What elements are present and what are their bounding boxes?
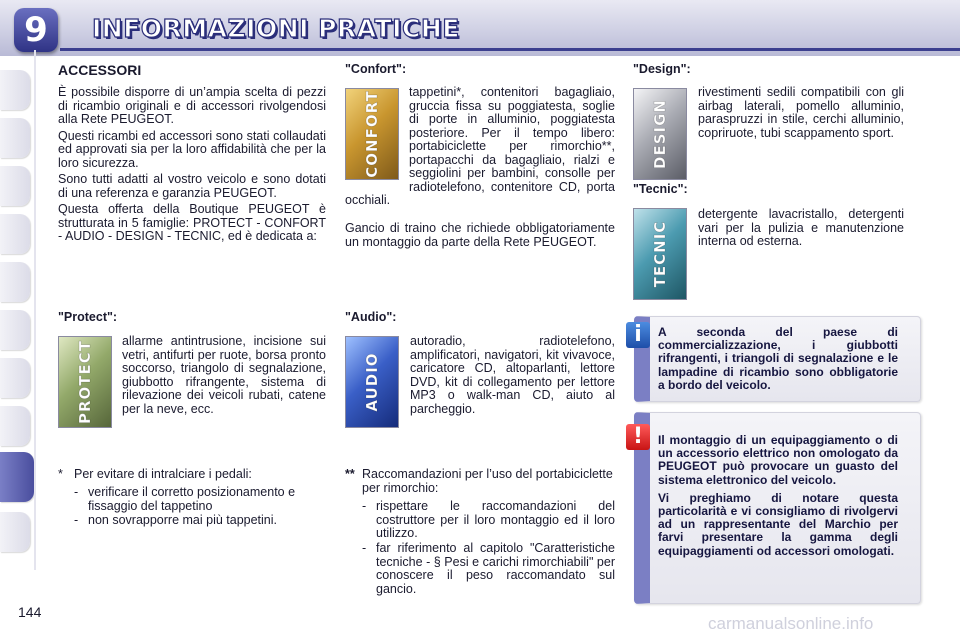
chapter-tab[interactable] [0, 214, 30, 254]
chapter-tab[interactable] [0, 262, 30, 302]
chapter-number-badge: 9 [14, 8, 58, 52]
accessori-paragraph: È possibile disporre di un’ampia scelta di pezzi di ricambio originali e di accessori rivolgendosi alla Rete PEUGEOT. [58, 85, 326, 126]
tecnic-heading: "Tecnic": [633, 182, 688, 196]
footnote-intro: Raccomandazioni per l’uso del portabiciclette per rimorchio: [362, 467, 613, 495]
design-thumbnail [633, 88, 687, 180]
design-thumbnail-label: DESIGN [651, 99, 669, 169]
confort-heading: "Confort": [345, 62, 407, 76]
list-item: far riferimento al capitolo "Caratteristiche tecniche - § Pesi e carichi rimorchiabili" per conoscere il peso raccomandato sul gancio. [376, 541, 615, 596]
list-dash: - [74, 513, 79, 527]
accessori-body [58, 86, 326, 247]
info-note-text: A seconda del paese di commercializzazione, i giubbotti rifrangenti, i triangoli di segnalazione e le lampadine di ricambio sono obbligatorie a bordo del veicolo. [658, 325, 898, 392]
confort-body: tappetini*, contenitori bagagliaio, gruccia fissa su poggiatesta, soglie di porte in alluminio, poggiatesta posteriore. Per il tempo libero: portabiciclette per rimorchio**, portapacchi da bagagliaio, rialzi e seggiolini per bambini, consolle per radiotelefono, contenitore CD, porta occhiali. [345, 85, 615, 207]
design-heading: "Design": [633, 62, 691, 76]
chapter-tab[interactable] [0, 512, 30, 552]
confort-text [345, 86, 615, 208]
list-item: non sovrapporre mai più tappetini. [88, 513, 278, 527]
page-number: 144 [18, 604, 42, 620]
confort-extra: Gancio di traino che richiede obbligatoriamente un montaggio da parte della Rete PEUGEOT. [345, 221, 615, 249]
header-rule [60, 48, 960, 51]
list-dash: - [362, 499, 367, 513]
accessori-paragraph: Questi ricambi ed accessori sono stati collaudati ed approvati sia per la loro affidabilità che per la loro sicurezza. [58, 128, 326, 170]
audio-thumbnail [345, 336, 399, 428]
protect-text: allarme antintrusione, incisione sui vetri, antifurti per ruote, borsa pronto soccorso, triangolo di segnalazione, giubbotto rifrangente, sistema di rilevazione dei veicoli rubati, catene per la neve, ecc. [122, 334, 326, 416]
protect-thumbnail-label: PROTECT [76, 339, 94, 425]
accessori-paragraph: Sono tutti adatti al vostro veicolo e sono dotati di una referenza e garanzia PEUGEOT. [58, 172, 326, 200]
side-divider [34, 50, 36, 570]
footnote-intro: Per evitare di intralciare i pedali: [74, 467, 252, 481]
protect-thumbnail [58, 336, 112, 428]
accessori-title: ACCESSORI [58, 62, 142, 78]
warning-note-text [658, 434, 898, 561]
chapter-tab[interactable] [0, 118, 30, 158]
chapter-tab[interactable] [0, 166, 30, 206]
chapter-tabs [0, 60, 38, 580]
chapter-tab[interactable] [0, 70, 30, 110]
list-dash: - [362, 541, 367, 555]
chapter-tab[interactable] [0, 406, 30, 446]
confort-thumbnail-label: CONFORT [363, 90, 381, 178]
footnote-marker: ** [345, 467, 355, 481]
protect-heading: "Protect": [58, 310, 118, 324]
chapter-tab-active[interactable] [0, 452, 34, 502]
info-icon: i [626, 322, 650, 348]
footnote-marker: * [58, 467, 63, 481]
warning-paragraph: Vi preghiamo di notare questa particolarità e vi consigliamo di rivolgervi ad un rappresentante del Marchio per farvi presentare la gamma degli equipaggiamenti od accessori omologati. [658, 490, 898, 558]
chapter-tab[interactable] [0, 358, 30, 398]
watermark: carmanualsonline.info [708, 614, 874, 633]
page-title: INFORMAZIONI PRATICHE [92, 14, 460, 43]
confort-float-spacer [345, 86, 409, 188]
chapter-tab[interactable] [0, 310, 30, 350]
list-item: rispettare le raccomandazioni del costruttore per il loro montaggio ed il loro utilizzo. [376, 499, 615, 540]
warning-paragraph: Il montaggio di un equipaggiamento o di un accessorio elettrico non omologato da PEUGEOT può provocare un guasto del sistema elettronico del veicolo. [658, 433, 898, 487]
tecnic-thumbnail-label: TECNIC [651, 220, 669, 288]
audio-thumbnail-label: AUDIO [363, 352, 381, 412]
tecnic-thumbnail [633, 208, 687, 300]
list-item: verificare il corretto posizionamento e fissaggio del tappetino [88, 485, 296, 513]
design-text: rivestimenti sedili compatibili con gli airbag laterali, pomello alluminio, paraspruzzi in stile, cerchi alluminio, copriruote, tubi scappamento sport. [698, 85, 904, 140]
warning-icon: ! [626, 424, 650, 450]
accessori-paragraph: Questa offerta della Boutique PEUGEOT è strutturata in 5 famiglie: PROTECT - CONFORT - AUDIO - DESIGN - TECNIC, ed è dedicata a: [58, 202, 326, 243]
tecnic-text: detergente lavacristallo, detergenti vari per la pulizia e manutenzione interna od esterna. [698, 207, 904, 248]
list-dash: - [74, 485, 79, 499]
audio-heading: "Audio": [345, 310, 397, 324]
audio-text: autoradio, radiotelefono, amplificatori, navigatori, kit vivavoce, caricatore CD, altoparlanti, lettore DVD, kit di collegamento per lettore MP3 o walk-man CD, aiuto al parcheggio. [410, 334, 615, 416]
